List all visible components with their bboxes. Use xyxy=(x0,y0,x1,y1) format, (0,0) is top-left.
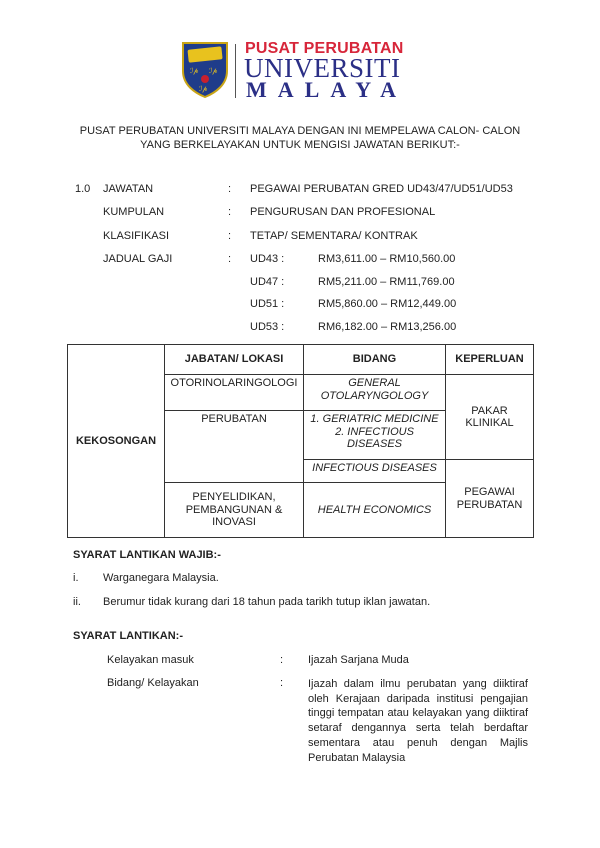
sep: : xyxy=(228,230,232,242)
req-value-paragraph: Ijazah dalam ilmu perubatan yang diiktiraf oleh Kerajaan daripada institusi pengajian tinggi tempatan atau kelayakan yang diiktiraf setaraf dengannya serta telah berdaftar sementara atau penuh dengan Majlis Perubatan Malaysia xyxy=(308,678,528,764)
list-item: Warganegara Malaysia. xyxy=(103,572,219,584)
salary-range: RM6,182.00 – RM13,256.00 xyxy=(318,321,457,333)
logo-text-universiti: UNIVERSITI xyxy=(244,53,401,83)
sep: : xyxy=(228,206,232,218)
field-cell xyxy=(304,411,446,460)
intro-line-2: YANG BERKELAYAKAN UNTUK MENGISI JAWATAN BERIKUT:- xyxy=(140,139,460,151)
sep: : xyxy=(280,654,284,666)
logo-divider xyxy=(235,44,236,98)
header-keperluan: KEPERLUAN xyxy=(446,345,534,375)
row-header-kekosongan: KEKOSONGAN xyxy=(68,345,165,538)
salary-grade: UD47 : xyxy=(250,276,285,288)
req-label: Kelayakan masuk xyxy=(107,654,194,666)
value-klasifikasi: TETAP/ SEMENTARA/ KONTRAK xyxy=(250,230,418,242)
label-jadual-gaji: JADUAL GAJI xyxy=(103,253,173,265)
header-bidang: BIDANG xyxy=(304,345,446,375)
salary-grade: UD51 : xyxy=(250,298,285,310)
value-kumpulan: PENGURUSAN DAN PROFESIONAL xyxy=(250,206,436,218)
need-cell: PEGAWAI PERUBATAN xyxy=(446,460,534,538)
list-item: Berumur tidak kurang dari 18 tahun pada tarikh tutup iklan jawatan. xyxy=(103,596,431,608)
field-item: 2. INFECTIOUS DISEASES xyxy=(335,425,414,450)
mandatory-title: SYARAT LANTIKAN WAJIB:- xyxy=(73,549,221,561)
dept-cell: OTORINOLARINGOLOGI xyxy=(165,375,304,411)
sep: : xyxy=(228,253,232,265)
dept-cell: PENYELIDIKAN, PEMBANGUNAN & INOVASI xyxy=(165,483,304,538)
salary-grade: UD53 : xyxy=(250,321,285,333)
header-jabatan: JABATAN/ LOKASI xyxy=(165,345,304,375)
svg-text:ℐ𝓅: ℐ𝓅 xyxy=(209,67,218,75)
field-item: 1. GERIATRIC MEDICINE xyxy=(310,413,439,425)
sep: : xyxy=(228,183,232,195)
label-kumpulan: KUMPULAN xyxy=(103,206,165,218)
logo-text-pusat: PUSAT PERUBATAN xyxy=(245,40,404,57)
field-cell: INFECTIOUS DISEASES xyxy=(304,460,446,483)
vacancy-table xyxy=(67,344,534,538)
salary-range: RM3,611.00 – RM10,560.00 xyxy=(318,253,456,265)
list-number: ii. xyxy=(73,596,81,608)
svg-text:ℐ𝓅: ℐ𝓅 xyxy=(190,67,199,75)
req-label: Bidang/ Kelayakan xyxy=(107,677,199,689)
logo-text-malaya: MALAYA xyxy=(246,77,407,102)
university-crest-icon xyxy=(181,41,229,99)
label-jawatan: JAWATAN xyxy=(103,183,154,195)
requirements-title: SYARAT LANTIKAN:- xyxy=(73,630,183,642)
svg-text:ℐ𝓅: ℐ𝓅 xyxy=(199,85,208,93)
field-cell: HEALTH ECONOMICS xyxy=(304,483,446,538)
salary-grade: UD43 : xyxy=(250,253,285,265)
salary-range: RM5,211.00 – RM11,769.00 xyxy=(318,276,455,288)
section-number: 1.0 xyxy=(75,183,91,195)
sep: : xyxy=(280,677,284,689)
intro-line-1: PUSAT PERUBATAN UNIVERSITI MALAYA DENGAN INI MEMPELAWA CALON- CALON xyxy=(79,125,521,137)
value-jawatan: PEGAWAI PERUBATAN GRED UD43/47/UD51/UD53 xyxy=(250,183,513,195)
need-cell: PAKAR KLINIKAL xyxy=(446,375,534,460)
list-number: i. xyxy=(73,572,79,584)
salary-range: RM5,860.00 – RM12,449.00 xyxy=(318,298,457,310)
req-value: Ijazah Sarjana Muda xyxy=(308,654,409,666)
label-klasifikasi: KLASIFIKASI xyxy=(103,230,170,242)
field-cell: GENERAL OTOLARYNGOLOGY xyxy=(304,375,446,411)
dept-cell: PERUBATAN xyxy=(165,411,304,483)
